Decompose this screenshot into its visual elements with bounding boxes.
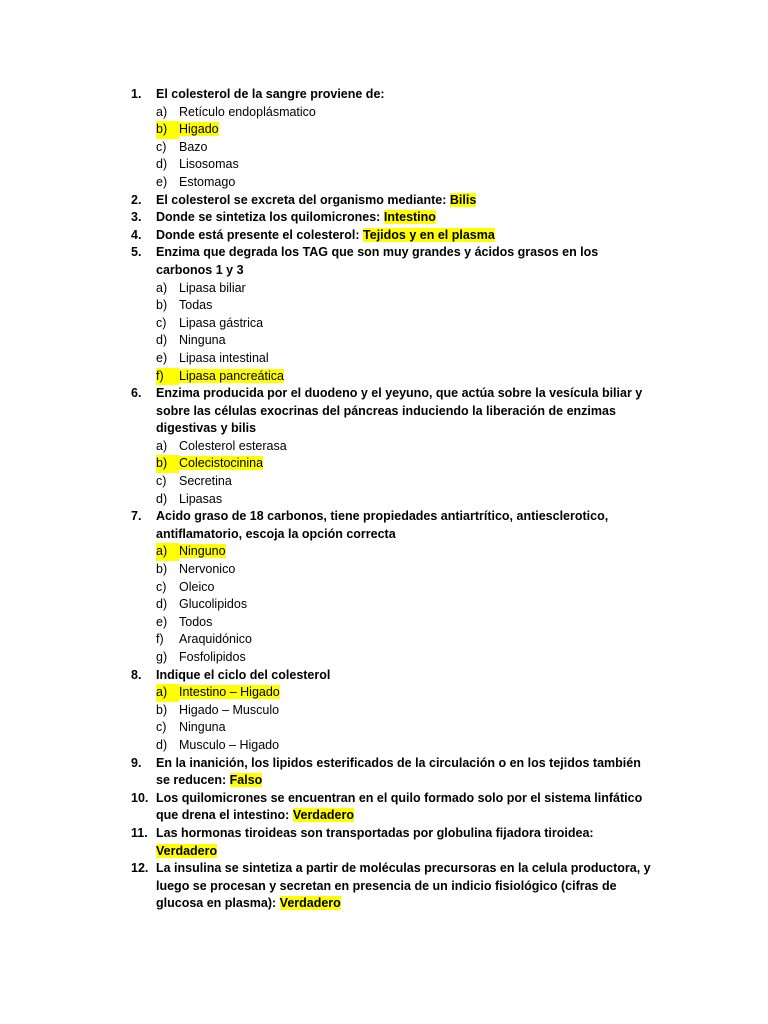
option-letter: a) bbox=[156, 104, 168, 119]
answer-highlight: Bilis bbox=[449, 192, 477, 207]
option-text: Oleico bbox=[179, 579, 215, 594]
option-text: Estomago bbox=[179, 174, 236, 189]
question bbox=[131, 385, 656, 438]
option-text: Colecistocinina bbox=[179, 456, 264, 471]
option-letter: b) bbox=[156, 121, 179, 139]
question bbox=[131, 825, 656, 860]
question-text bbox=[156, 508, 656, 543]
answer-highlight: Tejidos y en el plasma bbox=[363, 227, 495, 242]
option bbox=[156, 579, 768, 597]
question bbox=[131, 209, 656, 227]
option bbox=[156, 174, 768, 192]
option-letter: a) bbox=[156, 543, 179, 561]
answer-highlight: Falso bbox=[229, 773, 263, 788]
option-text: Ninguna bbox=[179, 333, 226, 348]
option bbox=[156, 139, 768, 157]
question-text-body: Los quilomicrones se encuentran en el quilo formado solo por el sistema linfático que drena el intestino: bbox=[156, 790, 643, 823]
option-letter: c) bbox=[156, 139, 167, 154]
question-list bbox=[0, 86, 768, 913]
question bbox=[131, 227, 656, 245]
option-correct bbox=[156, 121, 768, 139]
question-text-body: Indique el ciclo del colesterol bbox=[156, 667, 331, 682]
question-text bbox=[156, 227, 656, 245]
option-letter: f) bbox=[156, 368, 179, 386]
option-letter: d) bbox=[156, 737, 168, 752]
option bbox=[156, 280, 768, 298]
question-number: 10. bbox=[131, 790, 149, 805]
option bbox=[156, 297, 768, 315]
option-text: Ninguno bbox=[179, 544, 226, 559]
question-text bbox=[156, 385, 656, 438]
option bbox=[156, 104, 768, 122]
option bbox=[156, 315, 768, 333]
question-number: 8. bbox=[131, 667, 142, 682]
option-text: Higado bbox=[179, 122, 219, 137]
question bbox=[131, 860, 656, 913]
option bbox=[156, 491, 768, 509]
option-correct bbox=[156, 368, 768, 386]
option-letter: c) bbox=[156, 315, 167, 330]
option bbox=[156, 631, 768, 649]
option-text: Lipasa gástrica bbox=[179, 315, 264, 330]
option-text: Lipasa intestinal bbox=[179, 350, 269, 365]
question-number: 2. bbox=[131, 192, 142, 207]
question-text-body: Donde se sintetiza los quilomicrones: bbox=[156, 210, 381, 225]
question-number: 6. bbox=[131, 386, 142, 401]
option-correct bbox=[156, 543, 768, 561]
option-letter: e) bbox=[156, 614, 168, 629]
option-text: Lipasas bbox=[179, 491, 223, 506]
option-text: Araquidónico bbox=[179, 632, 252, 647]
question-text-body: Donde está presente el colesterol: bbox=[156, 227, 360, 242]
option-text: Musculo – Higado bbox=[179, 737, 280, 752]
question-text-body: El colesterol de la sangre proviene de: bbox=[156, 87, 385, 101]
option-letter: a) bbox=[156, 684, 179, 702]
option-text: Lipasa pancreática bbox=[179, 368, 284, 383]
question-text-body: Las hormonas tiroideas son transportadas por globulina fijadora tiroidea: bbox=[156, 825, 594, 840]
option-text: Bazo bbox=[179, 139, 208, 154]
option-letter: c) bbox=[156, 474, 167, 489]
question bbox=[131, 755, 656, 790]
question-text bbox=[156, 86, 656, 104]
option-letter: a) bbox=[156, 280, 168, 295]
option bbox=[156, 156, 768, 174]
option-text: Todas bbox=[179, 298, 213, 313]
question-text bbox=[156, 825, 656, 860]
option-letter: g) bbox=[156, 650, 168, 664]
option-letter: d) bbox=[156, 333, 168, 348]
question bbox=[131, 244, 656, 279]
question bbox=[131, 508, 656, 543]
question-number: 5. bbox=[131, 245, 142, 260]
option bbox=[156, 737, 768, 755]
question-text-body: Acido graso de 18 carbonos, tiene propiedades antiartrítico, antiesclerotico, antiflamatorio, escoja la opción correcta bbox=[156, 509, 609, 541]
question-text bbox=[156, 667, 656, 685]
question-number: 3. bbox=[131, 210, 142, 225]
option bbox=[156, 596, 768, 614]
question-text-body: Enzima producida por el duodeno y el yeyuno, que actúa sobre la vesícula biliar y sobre las células exocrinas del páncreas induciendo la liberación de enzimas digestivas y bilis bbox=[156, 386, 643, 436]
option-letter: f) bbox=[156, 632, 164, 647]
question bbox=[131, 86, 656, 104]
option-text: Intestino – Higado bbox=[179, 685, 280, 700]
question-text bbox=[156, 244, 656, 279]
question-text-body: La insulina se sintetiza a partir de moléculas precursoras en la celula productora, y luego se procesan y secretan en presencia de un indicio fisiológico (cifras de glucosa en plasma): bbox=[156, 861, 651, 911]
question-text bbox=[156, 860, 656, 913]
answer-highlight: Verdadero bbox=[292, 808, 354, 823]
question bbox=[131, 667, 656, 685]
option-letter: b) bbox=[156, 455, 179, 473]
question-text-body: El colesterol se excreta del organismo mediante: bbox=[156, 192, 447, 207]
option bbox=[156, 332, 768, 350]
option-text: Glucolipidos bbox=[179, 597, 248, 612]
answer-highlight: Intestino bbox=[383, 210, 436, 225]
option-text: Lisosomas bbox=[179, 157, 239, 172]
question-number: 4. bbox=[131, 227, 142, 242]
question bbox=[131, 790, 656, 825]
question-text-body: Enzima que degrada los TAG que son muy grandes y ácidos grasos en los carbonos 1 y 3 bbox=[156, 245, 599, 277]
option-letter: b) bbox=[156, 298, 168, 313]
question-text-body: En la inanición, los lipidos esterificados de la circulación o en los tejidos también se reducen: bbox=[156, 755, 641, 788]
option bbox=[156, 350, 768, 368]
option-letter: d) bbox=[156, 597, 168, 612]
option-text: Nervonico bbox=[179, 562, 236, 577]
question-number: 1. bbox=[131, 87, 142, 101]
option-text: Secretina bbox=[179, 474, 232, 489]
question-number: 11. bbox=[131, 825, 148, 840]
option-correct bbox=[156, 455, 768, 473]
option-letter: a) bbox=[156, 438, 168, 453]
option-correct bbox=[156, 684, 768, 702]
option bbox=[156, 719, 768, 737]
option bbox=[156, 649, 768, 667]
question-number: 9. bbox=[131, 755, 142, 770]
option-text: Higado – Musculo bbox=[179, 702, 280, 717]
option-text: Lipasa biliar bbox=[179, 280, 246, 295]
answer-highlight: Verdadero bbox=[156, 843, 218, 858]
question-text bbox=[156, 755, 656, 790]
question bbox=[131, 192, 656, 210]
question-number: 12. bbox=[131, 861, 149, 876]
option-letter: e) bbox=[156, 174, 168, 189]
answer-highlight: Verdadero bbox=[279, 896, 341, 911]
question-text bbox=[156, 209, 656, 227]
option bbox=[156, 614, 768, 632]
option bbox=[156, 561, 768, 579]
option bbox=[156, 438, 768, 456]
option-text: Todos bbox=[179, 614, 213, 629]
option-letter: b) bbox=[156, 702, 168, 717]
option-text: Fosfolipidos bbox=[179, 650, 246, 664]
question-number: 7. bbox=[131, 509, 142, 524]
option-letter: b) bbox=[156, 562, 168, 577]
question-text bbox=[156, 192, 656, 210]
option-letter: c) bbox=[156, 579, 167, 594]
option-text: Retículo endoplásmatico bbox=[179, 104, 316, 119]
option-letter: d) bbox=[156, 491, 168, 506]
option bbox=[156, 702, 768, 720]
option-text: Ninguna bbox=[179, 720, 226, 735]
option-text: Colesterol esterasa bbox=[179, 438, 287, 453]
option-letter: c) bbox=[156, 720, 167, 735]
option-letter: e) bbox=[156, 350, 168, 365]
question-text bbox=[156, 790, 656, 825]
option bbox=[156, 473, 768, 491]
option-letter: d) bbox=[156, 157, 168, 172]
